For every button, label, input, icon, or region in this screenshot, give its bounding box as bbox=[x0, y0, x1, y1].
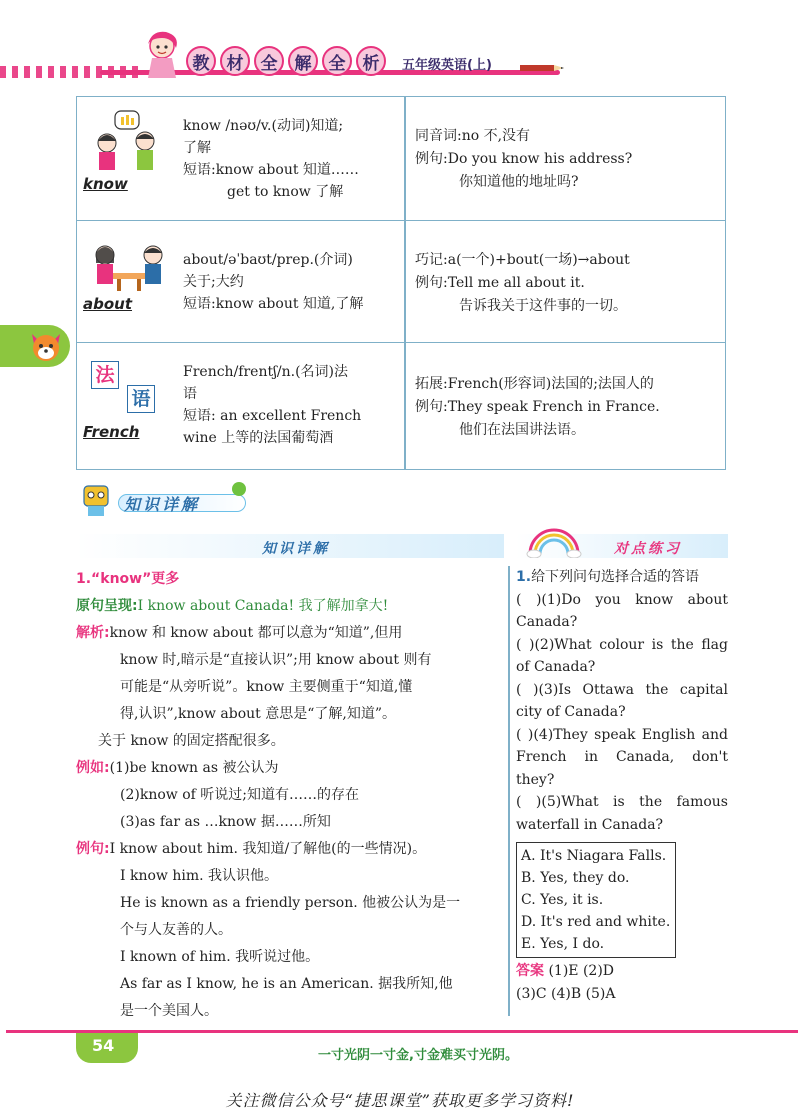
example-line: (3)as far as …know 据……所知 bbox=[120, 814, 331, 830]
original-text: I know about Canada! 我了解加拿大! bbox=[137, 598, 389, 614]
answer-option: E. Yes, I do. bbox=[521, 936, 605, 952]
phrase-line: 短语: an excellent French bbox=[183, 408, 362, 424]
analysis-line: 得,认识”,know about 意思是“了解,知道”。 bbox=[120, 706, 397, 722]
note-line: 例句:They speak French in France. bbox=[415, 399, 660, 415]
analysis-label: 解析: bbox=[76, 625, 110, 641]
answer-text: (1)E (2)D bbox=[548, 963, 615, 979]
vocab-row-french bbox=[77, 343, 725, 469]
definition-line: 了解 bbox=[183, 140, 211, 156]
definition-line: 关于;大约 bbox=[183, 274, 244, 290]
page-header bbox=[0, 0, 800, 90]
phrase-line: wine 上等的法国葡萄酒 bbox=[183, 430, 334, 446]
definition-line: about/əˈbaʊt/prep.(介词) bbox=[183, 252, 353, 268]
exercise-title bbox=[516, 566, 728, 589]
original-label: 原句呈现: bbox=[76, 598, 138, 614]
exercise-instruction: 给下列问句选择合适的答语 bbox=[531, 569, 700, 585]
answer-options-box bbox=[516, 842, 676, 958]
pic-char-yu: 语 bbox=[127, 385, 155, 413]
answer-option: A. It's Niagara Falls. bbox=[521, 848, 667, 864]
vocab-row-about bbox=[77, 221, 725, 343]
right-column-title: 对点练习 bbox=[614, 541, 682, 557]
point-title: 1.“know”更多 bbox=[76, 571, 180, 587]
analysis-line: 关于 know 的固定搭配很多。 bbox=[98, 733, 285, 749]
header-title-char: 析 bbox=[356, 46, 386, 76]
header-title bbox=[186, 46, 386, 76]
note-line: 告诉我关于这件事的一切。 bbox=[459, 298, 627, 314]
watermark-text: 关注微信公众号“捷思课堂”获取更多学习资料! bbox=[225, 1091, 575, 1110]
vocab-word-label: French bbox=[83, 423, 140, 441]
sentences-label: 例句: bbox=[76, 841, 110, 857]
header-title-char: 全 bbox=[322, 46, 352, 76]
note-line: 你知道他的地址吗? bbox=[459, 174, 579, 190]
definition-line: 语 bbox=[183, 386, 197, 402]
example-text: (1)be known as 被公认为 bbox=[109, 760, 279, 776]
vocab-definition bbox=[183, 115, 399, 203]
note-line: 例句:Tell me all about it. bbox=[415, 275, 585, 291]
vocab-definition bbox=[183, 249, 399, 315]
column-divider bbox=[404, 221, 406, 342]
pencil-icon bbox=[520, 62, 566, 74]
section-title: 知识详解 bbox=[124, 495, 201, 514]
analysis-text: know 和 know about 都可以意为“知道”,但用 bbox=[109, 625, 403, 641]
column-divider bbox=[404, 97, 406, 220]
question-item: ( )(5)What is the famous waterfall in Canada? bbox=[516, 794, 728, 833]
question-item: ( )(4)They speak English and French in Canada, don't they? bbox=[516, 726, 728, 788]
vocab-notes bbox=[415, 125, 725, 194]
header-subtitle: 五年级英语(上) bbox=[402, 58, 492, 73]
exercise-number: 1. bbox=[516, 569, 532, 585]
column-divider bbox=[404, 343, 406, 469]
kids-at-table-icon bbox=[85, 233, 175, 329]
explanation-column bbox=[76, 566, 500, 1025]
definition-line: French/frentʃ/n.(名词)法 bbox=[183, 364, 348, 380]
analysis-line: 可能是“从旁听说”。know 主要侧重于“知道,懂 bbox=[120, 679, 413, 695]
sentence-line: He is known as a friendly person. 他被公认为是一 bbox=[120, 895, 461, 911]
header-title-char: 全 bbox=[254, 46, 284, 76]
question-item: ( )(1)Do you know about Canada? bbox=[516, 591, 728, 630]
vocab-word-label: know bbox=[83, 175, 128, 193]
fox-mascot-icon bbox=[28, 328, 64, 364]
cartoon-girl-icon bbox=[138, 28, 186, 80]
header-title-char: 教 bbox=[186, 46, 216, 76]
example-line bbox=[76, 755, 500, 782]
note-line: 例句:Do you know his address? bbox=[415, 151, 633, 167]
rainbow-icon bbox=[526, 524, 582, 558]
page-number: 54 bbox=[92, 1036, 115, 1055]
column-separator bbox=[508, 566, 510, 1016]
practice-column bbox=[516, 566, 728, 1005]
answer-option: D. It's red and white. bbox=[521, 914, 671, 930]
answer-option: C. Yes, it is. bbox=[521, 892, 604, 908]
sentence-text: I know about him. 我知道/了解他(的一些情况)。 bbox=[109, 841, 427, 857]
vocabulary-table bbox=[76, 96, 726, 470]
vocab-row-know bbox=[77, 97, 725, 221]
sentence-line: I known of him. 我听说过他。 bbox=[120, 949, 320, 965]
vocab-word-label: about bbox=[83, 295, 133, 313]
phrase-line: 短语:know about 知道…… bbox=[183, 162, 359, 178]
vocab-notes bbox=[415, 249, 725, 318]
robot-mascot-icon bbox=[78, 482, 118, 518]
examples-label: 例如: bbox=[76, 760, 110, 776]
vocab-definition bbox=[183, 361, 399, 449]
question-item: ( )(3)Is Ottawa the capital city of Canada? bbox=[516, 681, 728, 720]
analysis-line: know 时,暗示是“直接认识”;用 know about 则有 bbox=[120, 652, 432, 668]
section-dot bbox=[232, 482, 246, 496]
sentence-line: 个与人友善的人。 bbox=[120, 922, 232, 938]
left-column-title: 知识详解 bbox=[262, 541, 330, 557]
header-title-char: 材 bbox=[220, 46, 250, 76]
note-line: 他们在法国讲法语。 bbox=[459, 422, 585, 438]
sentence-line bbox=[76, 836, 500, 863]
phrase-line: get to know 了解 bbox=[227, 184, 344, 200]
sentence-line: As far as I know, he is an American. 据我所知,他 bbox=[120, 976, 453, 992]
vocab-notes bbox=[415, 373, 725, 442]
footer-motto: 一寸光阴一寸金,寸金难买寸光阴。 bbox=[318, 1048, 518, 1063]
pic-char-fa: 法 bbox=[91, 361, 119, 389]
answer-label: 答案 bbox=[516, 963, 544, 979]
note-line: 拓展:French(形容词)法国的;法国人的 bbox=[415, 376, 654, 392]
answer-option: B. Yes, they do. bbox=[521, 870, 630, 886]
note-line: 巧记:a(一个)+bout(一场)→about bbox=[415, 252, 630, 268]
sentence-line: I know him. 我认识他。 bbox=[120, 868, 279, 884]
answer-line bbox=[516, 960, 728, 983]
question-item: ( )(2)What colour is the flag of Canada? bbox=[516, 636, 728, 675]
example-line: (2)know of 听说过;知道有……的存在 bbox=[120, 787, 359, 803]
analysis-line bbox=[76, 620, 500, 647]
phrase-line: 短语:know about 知道,了解 bbox=[183, 296, 364, 312]
note-line: 同音词:no 不,没有 bbox=[415, 128, 531, 144]
header-title-char: 解 bbox=[288, 46, 318, 76]
answer-line: (3)C (4)B (5)A bbox=[516, 985, 616, 1002]
french-picture bbox=[87, 361, 169, 419]
definition-line: know /nəʊ/v.(动词)知道; bbox=[183, 118, 344, 134]
original-sentence bbox=[76, 593, 500, 620]
sentence-line: 是一个美国人。 bbox=[120, 1003, 218, 1019]
